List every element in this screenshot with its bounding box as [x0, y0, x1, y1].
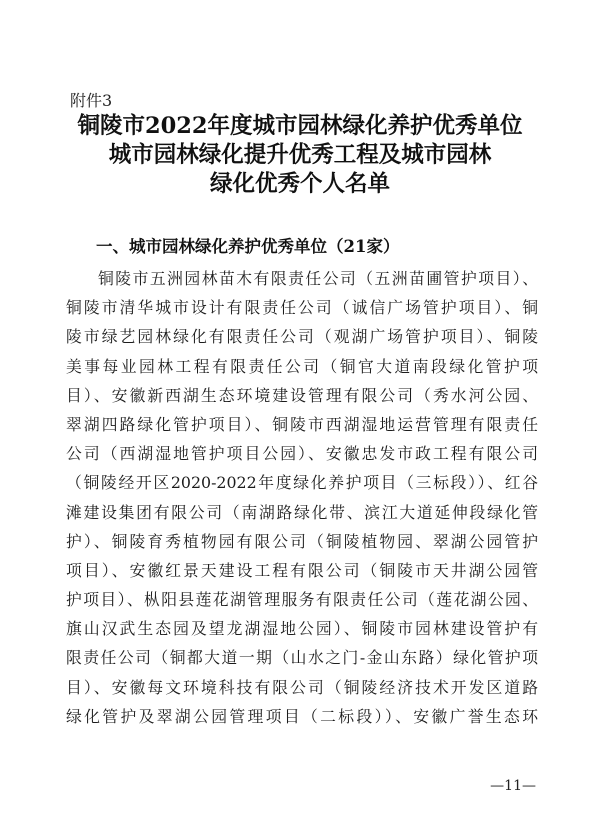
body-line: 陵市绿艺园林绿化有限责任公司（观湖广场管护项目）、铜陵 [66, 327, 538, 347]
title-line-2: 城市园林绿化提升优秀工程及城市园林 [108, 142, 492, 168]
body-line: 护项目）、枞阳县莲花湖管理服务有限责任公司（莲花湖公园、 [66, 590, 538, 610]
body-line: 限责任公司（铜都大道一期（山水之门-金山东路）绿化管护项 [66, 648, 538, 668]
body-line: 翠湖四路绿化管护项目）、铜陵市西湖湿地运营管理有限责任 [66, 414, 538, 434]
body-line: （铜陵经开区2020-2022年度绿化养护项目（三标段））、红谷 [66, 473, 538, 493]
body-line: 铜陵市五洲园林苗木有限责任公司（五洲苗圃管护项目）、 [98, 269, 538, 288]
body-line: 目）、安徽每文环境科技有限公司（铜陵经济技术开发区道路 [66, 677, 538, 697]
body-line: 项目）、安徽红景天建设工程有限公司（铜陵市天井湖公园管 [66, 560, 538, 580]
title-line-1: 铜陵市2022年度城市园林绿化养护优秀单位 [77, 113, 523, 139]
body-line: 绿化管护及翠湖公园管理项目（二标段））、安徽广誉生态环 [66, 706, 538, 726]
document-title [40, 112, 560, 199]
body-paragraph [66, 264, 538, 731]
body-line: 美事每业园林工程有限责任公司（铜官大道南段绿化管护项 [66, 356, 538, 376]
body-line: 滩建设集团有限公司（南湖路绿化带、滨江大道延伸段绿化管 [66, 502, 538, 522]
title-line-3: 绿化优秀个人名单 [209, 171, 390, 197]
section-heading: 一、城市园林绿化养护优秀单位（21家） [96, 237, 400, 256]
body-line: 护）、铜陵育秀植物园有限公司（铜陵植物园、翠湖公园管护 [66, 531, 538, 551]
body-line: 旗山汉武生态园及望龙湖湿地公园）、铜陵市园林建设管护有 [66, 619, 538, 639]
body-line: 目）、安徽新西湖生态环境建设管理有限公司（秀水河公园、 [66, 385, 538, 405]
body-line: 公司（西湖湿地管护项目公园）、安徽忠发市政工程有限公司 [66, 444, 538, 464]
attachment-label: 附件3 [70, 91, 113, 110]
body-line: 铜陵市清华城市设计有限责任公司（诚信广场管护项目）、铜 [66, 298, 538, 318]
page-number: —11— [490, 778, 536, 794]
